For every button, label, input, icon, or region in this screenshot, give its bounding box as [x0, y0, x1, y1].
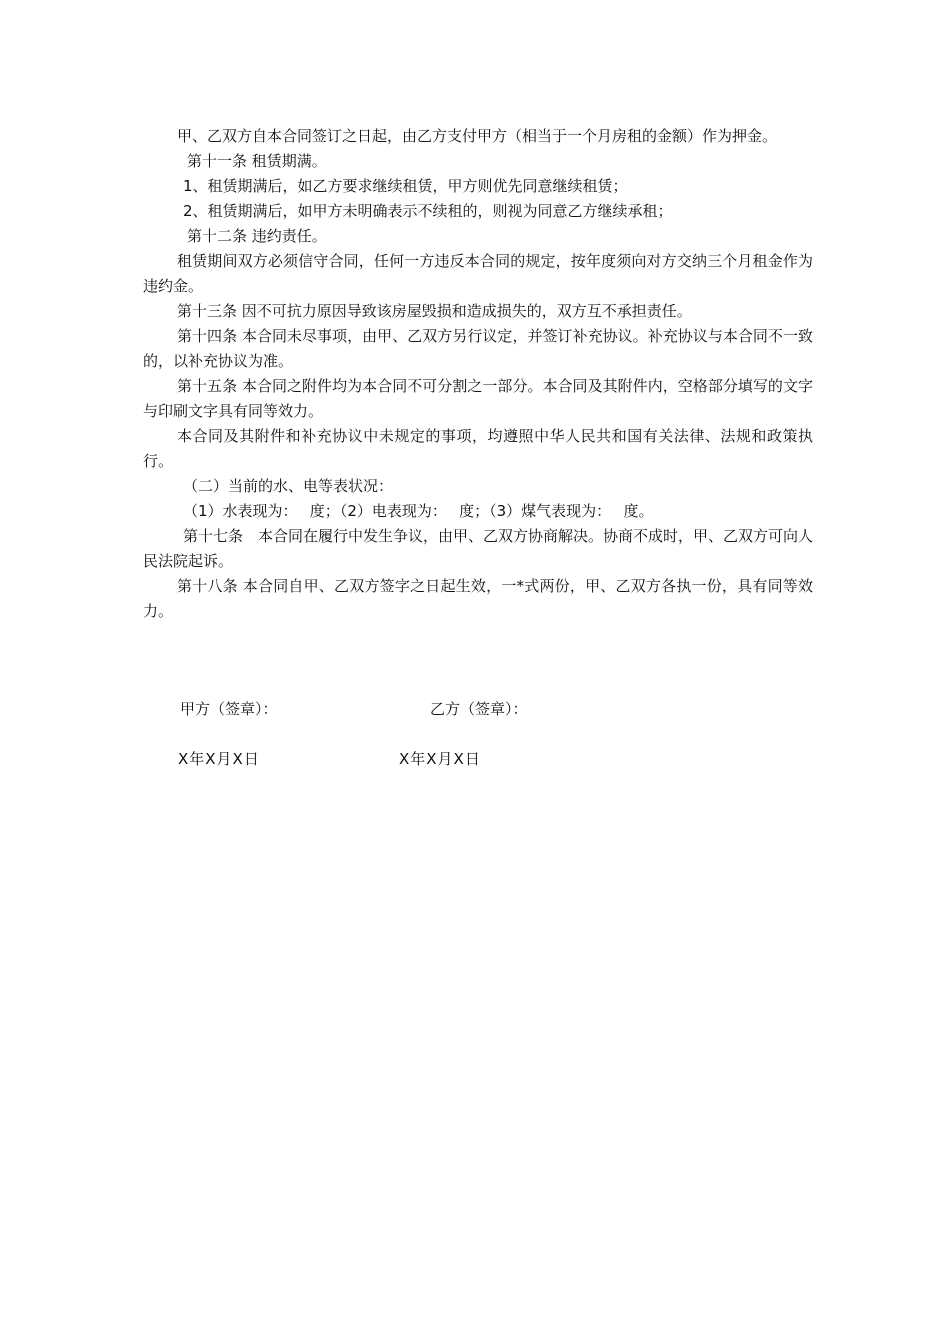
contract-body	[143, 124, 813, 624]
applicable-law-paragraph: 本合同及其附件和补充协议中未规定的事项，均遵照中华人民共和国有关法律、法规和政策执行。	[143, 427, 813, 470]
article-14-paragraph: 第十四条 本合同未尽事项，由甲、乙双方另行议定，并签订补充协议。补充协议与本合同不一致的，以补充协议为准。	[143, 327, 813, 370]
article-12-heading: 第十二条 违约责任。	[187, 227, 327, 245]
article-12-body: 租赁期间双方必须信守合同，任何一方违反本合同的规定，按年度须向对方交纳三个月租金作为违约金。	[143, 252, 813, 295]
article-18-paragraph: 第十八条 本合同自甲、乙双方签字之日起生效，一*式两份，甲、乙双方各执一份，具有同等效力。	[143, 577, 813, 620]
party-a-signature-label: 甲方（签章）：	[180, 700, 278, 718]
article-13-paragraph: 第十三条 因不可抗力原因导致该房屋毁损和造成损失的，双方互不承担责任。	[177, 302, 692, 320]
article-11-item-2: 2、租赁期满后，如甲方未明确表示不续租的，则视为同意乙方继续承租；	[183, 202, 673, 220]
deposit-paragraph: 甲、乙双方自本合同签订之日起，由乙方支付甲方（相当于一个月房租的金额）作为押金。	[177, 127, 778, 145]
meters-heading: （二）当前的水、电等表状况：	[183, 477, 394, 495]
meters-values: （1）水表现为： 度；（2）电表现为： 度；（3）煤气表现为： 度。	[183, 502, 654, 520]
article-11-heading: 第十一条 租赁期满。	[187, 152, 327, 170]
party-b-signature-label: 乙方（签章）：	[430, 700, 528, 718]
article-17-paragraph: 第十七条 本合同在履行中发生争议，由甲、乙双方协商解决。协商不成时，甲、乙双方可向人民法院起诉。	[143, 527, 814, 570]
article-15-paragraph: 第十五条 本合同之附件均为本合同不可分割之一部分。本合同及其附件内，空格部分填写的文字与印刷文字具有同等效力。	[143, 377, 813, 420]
party-a-date: X年X月X日	[178, 750, 260, 768]
party-b-date: X年X月X日	[399, 750, 481, 768]
article-11-item-1: 1、租赁期满后，如乙方要求继续租赁，甲方则优先同意继续租赁；	[183, 177, 628, 195]
